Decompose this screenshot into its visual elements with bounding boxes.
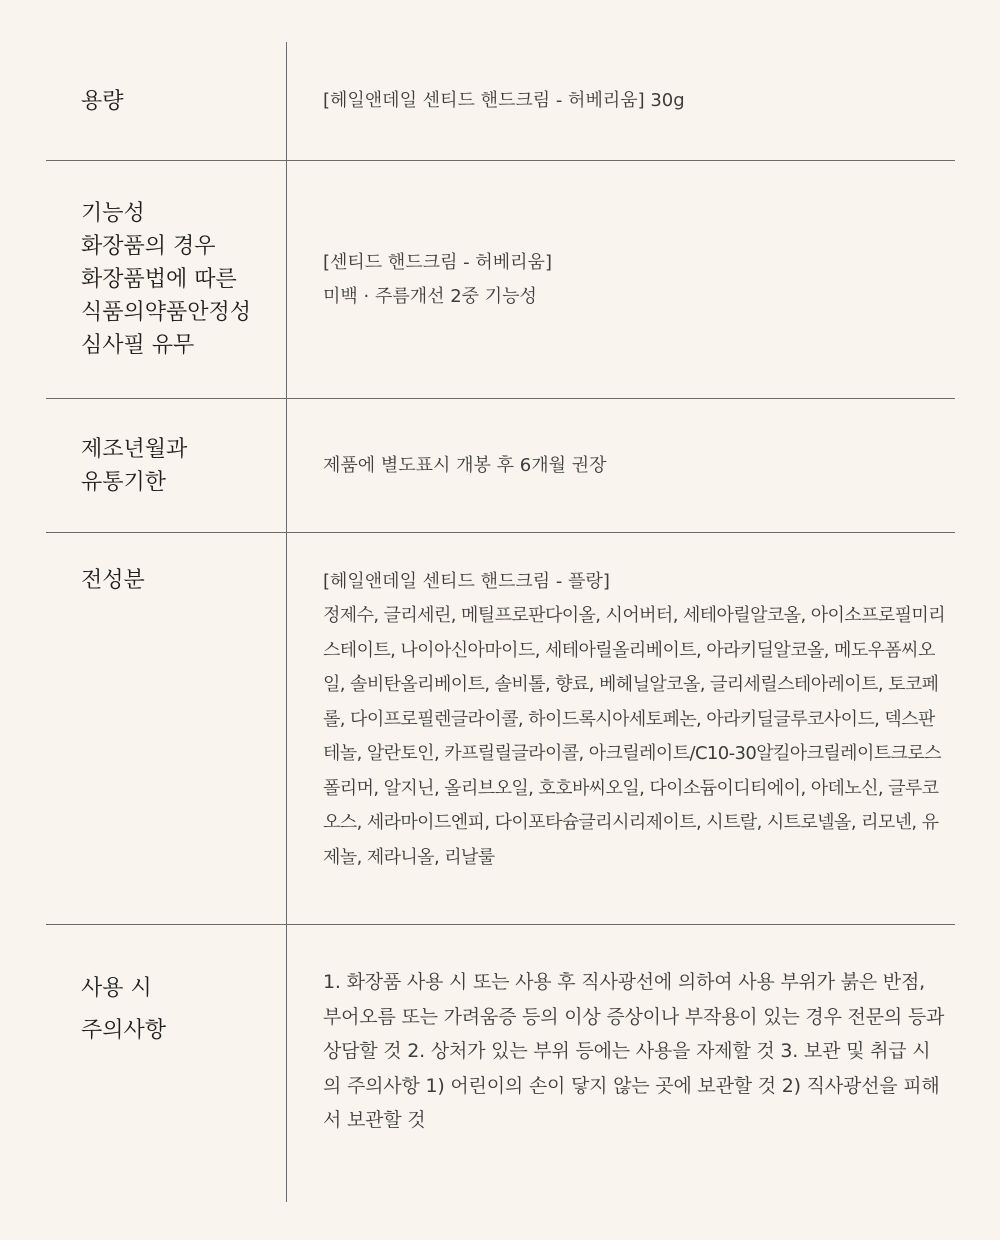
functional-value-type: 미백 · 주름개선 2중 기능성 — [323, 285, 537, 307]
ingredients-list: 정제수, 글리세린, 메틸프로판다이올, 시어버터, 세테아릴알코올, 아이소프로필미리스테이트, 나이아신아마이드, 세테아릴올리베이트, 아라키딜알코올, 메도우폼씨오일, 솔비탄올리베이트, 솔비톨, 향료, 베헤닐알코올, 글리세릴스테아레이트, 토코페롤, 다이프로필렌글라이콜, 하이드록시아세토페논, 아라키딜글루코사이드, 덱스판테놀, 알란토인, 카프릴릴글라이콜, 아크릴레이트/C10-30알킬아크릴레이트크로스폴리머, 알지닌, 올리브오일, 호호바씨오일, 다이소듐이디티에이, 아데노신, 글루코오스, 세라마이드엔피, 다이포타슘글리시리제이트, 시트랄, 시트로넬올, 리모넨, 유제놀, 제라니올, 리날룰 — [323, 605, 946, 868]
capacity-value: [헤일앤데일 센티드 핸드크림 - 허베리움] 30g — [323, 90, 685, 111]
caution-value — [286, 925, 955, 1202]
functional-value-product: [센티드 핸드크림 - 허베리움] — [323, 251, 552, 273]
caution-label: 사용 시 주의사항 — [81, 976, 167, 1043]
spec-row-ingredients — [46, 533, 955, 925]
spec-row-capacity — [46, 42, 955, 161]
spec-row-functional — [46, 161, 955, 399]
product-spec-table — [46, 0, 955, 1202]
caution-text: 1. 화장품 사용 시 또는 사용 후 직사광선에 의하여 사용 부위가 붉은 반점, 부어오름 또는 가려움증 등의 이상 증상이나 부작용이 있는 경우 전문의 등과 상담할 것 2. 상처가 있는 부위 등에는 사용을 자제할 것 3. 보관 및 취급 시의 주의사항 1) 어린이의 손이 닿지 않는 곳에 보관할 것 2) 직사광선을 피해서 보관할 것 — [323, 971, 945, 1131]
ingredients-product: [헤일앤데일 센티드 핸드크림 - 플랑] — [323, 571, 610, 592]
ingredients-value — [286, 533, 955, 924]
functional-label: 기능성 화장품의 경우 화장품법에 따른 식품의약품안정성 심사필 유무 — [81, 201, 252, 358]
expiry-label: 제조년월과 유통기한 — [81, 436, 188, 495]
ingredients-label: 전성분 — [81, 568, 145, 593]
expiry-value: 제품에 별도표시 개봉 후 6개월 권장 — [323, 454, 607, 476]
functional-value — [286, 161, 955, 398]
capacity-label: 용량 — [81, 88, 124, 114]
spec-row-caution — [46, 925, 955, 1202]
spec-row-expiry — [46, 399, 955, 533]
